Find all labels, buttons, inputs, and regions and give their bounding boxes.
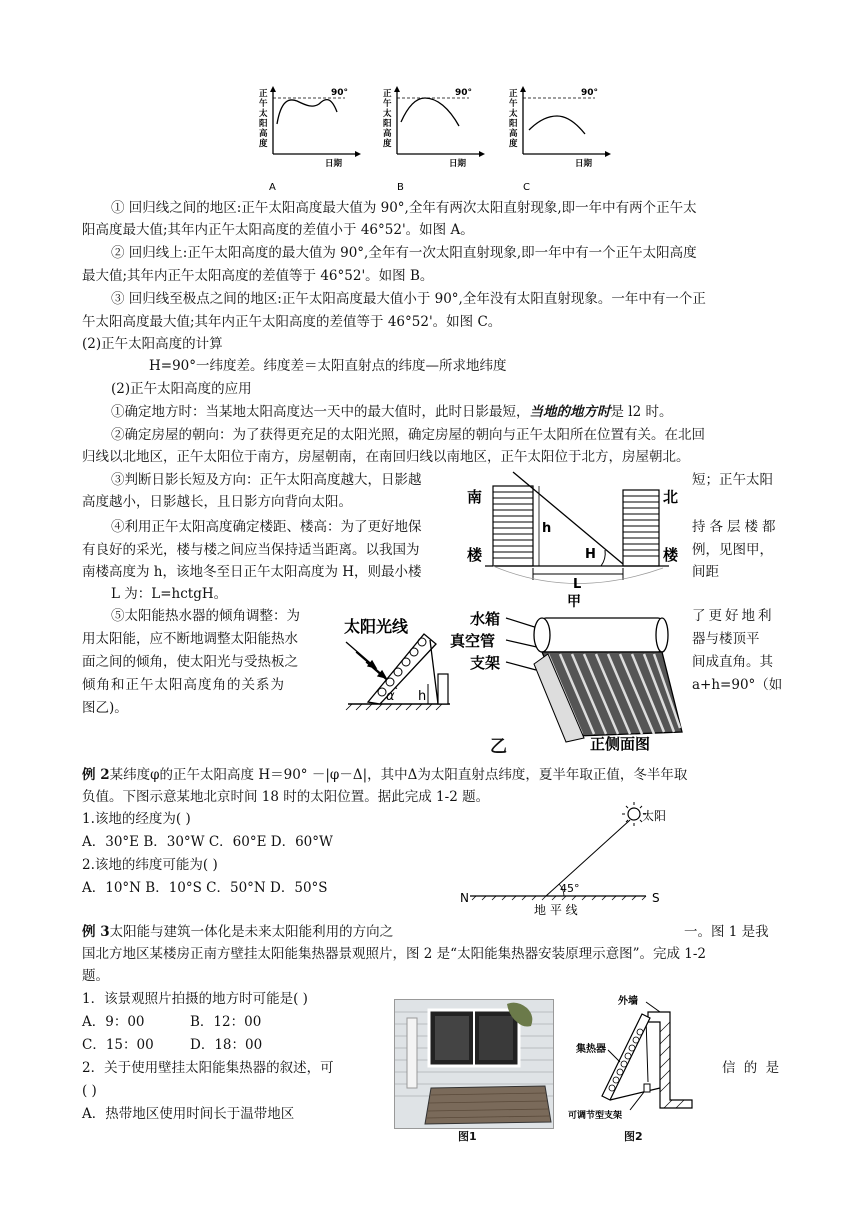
caption-b: B [397,182,404,193]
south-label-2: 楼 [467,546,483,564]
y-char: 阳 [259,119,268,129]
example3-text1a: 太阳能与建筑一体化是未来太阳能利用的方向之 [109,924,394,940]
y-char: 阳 [383,119,392,129]
app1-post: 是 l2 时。 [610,404,673,420]
example2-q2: 2.该地的纬度可能为( ) [82,857,218,873]
item1-line1: ① 回归线之间的地区:正午太阳高度最大值为 90°,全年有两次太阳直射现象,即一年中有两个正午太 [111,200,697,216]
north-building [623,490,659,566]
south-building [493,486,533,566]
example3-q2-optA: A．热带地区使用时间长于温带地区 [82,1106,295,1122]
y-arrow [520,86,526,92]
app3-line1b: 短；正午太阳 [692,472,773,488]
example3-q2b: 信 的 是 [722,1060,782,1076]
angle-label: 45° [560,882,580,895]
wall-shape [648,1012,692,1108]
caption-c: C [523,182,530,193]
app3-line1a: ③判断日影长短及方向：正午太阳高度越大，日影越 [111,472,422,488]
app5-line1b: 了更好地利 [692,608,775,624]
app4-line3a: 南楼高度为 h，该地冬至日正午太阳高度为 H，则最小楼 [82,564,422,580]
y-char: 度 [259,139,268,149]
app-heading: (2)正午太阳高度的应用 [111,381,252,397]
sun-position-svg [456,800,686,918]
caption-a: A [269,182,276,193]
y-char: 高 [383,129,392,139]
item2-line2: 最大值;其年内正午太阳高度的差值等于 46°52'。如图 B。 [82,268,434,284]
app4-line4: L 为：L=hctgH。 [111,586,228,602]
L-label: L [573,577,582,592]
example3-line2: 国北方地区某楼房正南方壁挂太阳能集热器景观照片，图 2 是“太阳能集热器安装原理示意图”。完成 1-2 [82,946,707,962]
photo-figure-1 [394,999,554,1129]
alpha-label: α [386,689,395,704]
example2-q2-options: A．10°N B．10°S C．50°N D．50°S [82,880,328,896]
north-label-2: 楼 [663,546,679,564]
example2-q1-options: A．30°E B．30°W C．60°E D．60°W [82,834,333,850]
jia-caption: 甲 [567,594,581,608]
yi-h-label: h [418,689,427,704]
graphs-svg [255,84,615,194]
app4-line2a: 有良好的采光，楼与楼之间应当保持适当距离。以我国为 [82,542,420,558]
example2-line2: 负值。下图示意某地北京时间 18 时的太阳位置。据此完成 1-2 题。 [82,789,490,805]
noon-sun-altitude-graphs [255,84,615,194]
formula: H=90°一纬度差。纬度差＝太阳直射点的纬度—所求地纬度 [149,358,507,374]
north-label: N [460,891,469,905]
app1-emphasis: 当地的地方时 [529,404,611,420]
app5-line3a: 面之间的倾角，使太阳光与受热板之 [82,654,298,670]
app5-line2b: 器与楼顶平 [692,631,760,647]
south-label: S [652,891,660,905]
example3-q1-optD: D．18：00 [190,1037,263,1053]
collector-label: 集热器 [576,1044,606,1055]
app2-line1: ②确定房屋的朝向：为了获得更充足的太阳光照，确定房屋的朝向与正午太阳所在位置有关。在北回 [111,427,705,443]
y-char: 午 [383,99,392,109]
sun-label: 太阳 [642,809,667,823]
y-char: 度 [383,139,392,149]
curve-a [277,100,337,124]
example2-q1: 1.该地的经度为( ) [82,811,191,827]
curve-b [401,98,459,126]
ninety-label: 90° [331,88,349,98]
app1-pre: ①确定地方时：当某地太阳高度达一天中的最大值时，此时日影最短， [111,404,530,420]
sun-line [546,820,630,896]
example3-q1-optA: A．9：00 [82,1014,145,1030]
tube-label: 真空管 [450,632,496,650]
example3-q2-paren: ( ) [82,1083,97,1099]
ninety-label: 90° [455,88,473,98]
app3-line2: 高度越小，日影越长，且日影方向背向太阳。 [82,494,352,510]
y-char: 午 [509,99,518,109]
y-char: 阳 [509,119,518,129]
stand-label: 支架 [470,654,501,672]
yi-caption: 乙 [490,737,507,757]
bracket [610,1088,660,1100]
tank-label: 水箱 [470,610,501,628]
x-label: 日期 [575,159,593,169]
sunlight-label: 太阳光线 [344,617,409,636]
example3-label: 例 3 [82,924,110,940]
H-label: H [585,547,596,562]
app5-line4a: 倾角和正午太阳高度角的关系为 [82,677,285,693]
example2-label: 例 2 [82,767,110,783]
tank [542,618,662,652]
item1-line2: 阳高度最大值;其年内正午太阳高度的差值小于 46°52'。如图 A。 [82,222,474,238]
h-label: h [542,521,552,536]
app2-line2: 归线以北地区，正午太阳位于南方，房屋朝南，在南回归线以南地区，正午太阳位于北方，房屋朝北。 [82,449,690,465]
horizon-label: 地 平 线 [534,903,578,917]
y-char: 正 [259,89,268,99]
y-char: 正 [383,89,392,99]
example3-q1: 1．该景观照片拍摄的地方时可能是( ) [82,991,308,1007]
y-char: 太 [383,109,392,119]
app5-line5: 图乙)。 [82,700,128,716]
example3-line1a [82,922,393,943]
support [430,640,438,704]
graph-b [383,86,485,169]
heater-front-view [450,610,682,753]
app4-line3b: 间距 [692,564,719,580]
fig2-caption: 图2 [624,1130,643,1143]
example2-text1: 某纬度φ的正午太阳高度 H＝90° －|φ－Δ|，其中Δ为太阳直射点纬度，夏半年取正值，冬半年取 [109,767,688,783]
y-char: 正 [509,89,518,99]
example3-line1b: 一。图 1 是我 [684,924,769,940]
curve-c [529,116,585,134]
example3-q2a: 2．关于使用壁挂太阳能集热器的叙述，可 [82,1060,334,1076]
x-label: 日期 [449,159,467,169]
y-arrow [270,86,276,92]
x-label: 日期 [325,159,343,169]
calc-heading: (2)正午太阳高度的计算 [82,336,223,352]
y-char: 高 [509,129,518,139]
y-char: 太 [259,109,268,119]
example3-line3: 题。 [82,968,109,984]
x-arrow [479,151,485,157]
graph-b-ylabel [383,88,392,149]
app5-line1a: ⑤太阳能热水器的倾角调整：为 [111,608,300,624]
y-char: 太 [509,109,518,119]
photo-svg [395,1000,553,1128]
graph-a [259,86,361,169]
graph-c-ylabel [509,88,518,149]
ninety-label: 90° [581,88,599,98]
figure-yi-svg [338,604,690,760]
example2-line1 [82,765,687,786]
y-char: 度 [509,139,518,149]
solar-collector [425,1086,551,1124]
x-arrow [355,151,361,157]
app5-line4b: a+h=90°（如 [692,677,783,693]
box [438,674,448,704]
wall-label: 外墙 [618,996,638,1007]
north-label-1: 北 [663,488,679,506]
heater-side-view [344,617,450,710]
sun-position-figure [456,800,686,918]
figure-jia-svg [463,468,685,608]
app4-line1a: ④利用正午太阳高度确定楼距、楼高：为了更好地保 [111,519,422,535]
app5-line2a: 用太阳能，应不断地调整太阳能热水 [82,631,298,647]
graph-c [509,86,611,169]
y-char: 高 [259,129,268,139]
app4-line2b: 例，见图甲， [692,542,773,558]
y-arrow [394,86,400,92]
item2-line1: ② 回归线上:正午太阳高度的最大值为 90°,全年有一次太阳直射现象,即一年中有一个正午太阳高度 [111,245,697,261]
x-arrow [605,151,611,157]
figure-yi [338,604,690,760]
installation-svg [560,992,700,1126]
south-label-1: 南 [467,488,483,506]
example3-q1-optB: B．12：00 [190,1014,262,1030]
fig1-caption: 图1 [458,1130,477,1143]
app4-line1b: 持各层楼都 [692,519,780,535]
item3-line1: ③ 回归线至极点之间的地区:正午太阳高度最大值小于 90°,全年没有太阳直射现象。一年中有一个正 [111,291,706,307]
app5-line3b: 间成直角。其 [692,654,773,670]
graph-a-ylabel [259,88,268,149]
item3-line2: 午太阳高度最大值;其年内正午太阳高度的差值等于 46°52'。如图 C。 [82,314,502,330]
app1-line [111,402,673,423]
example3-q1-optC: C．15：00 [82,1037,154,1053]
angle-arc [601,550,605,566]
bracket-label: 可调节型支架 [568,1111,623,1121]
installation-figure-2 [560,992,700,1126]
y-char: 午 [259,99,268,109]
figure-jia [463,468,685,608]
front-label: 正侧面图 [590,735,651,753]
